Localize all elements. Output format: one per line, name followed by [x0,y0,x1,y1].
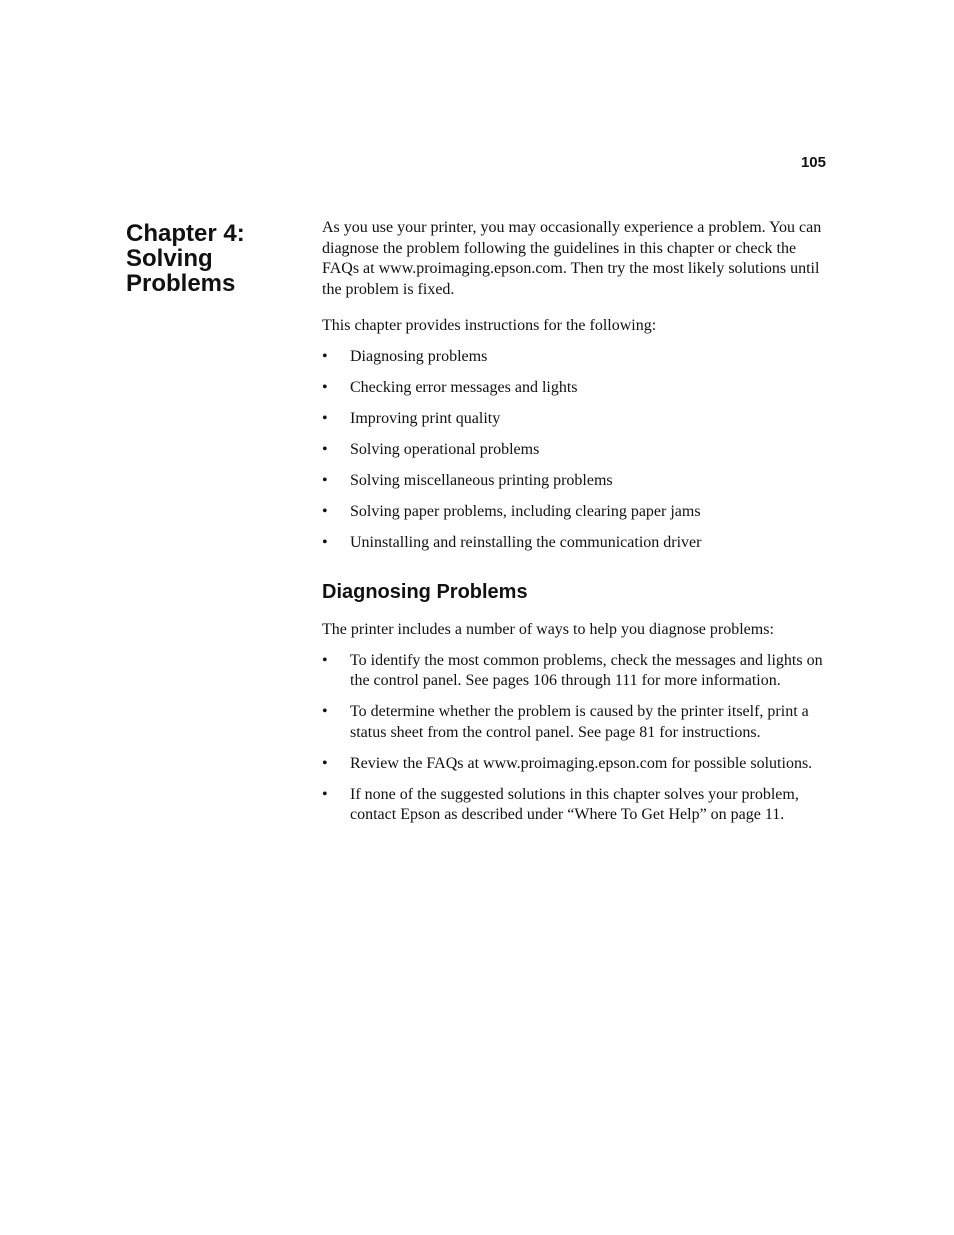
bullet-icon: • [322,502,328,520]
list-item-text: Solving miscellaneous printing problems [350,471,613,489]
list-item [322,702,832,743]
section-heading: Diagnosing Problems [322,581,528,603]
bullet-icon: • [322,651,328,669]
bullet-icon: • [322,533,328,551]
chapter-topics-list [322,347,832,554]
list-item-text: Solving paper problems, including clearing paper jams [350,502,701,520]
list-item [322,409,832,430]
list-item [322,471,832,492]
list-item-text: If none of the suggested solutions in this chapter solves your problem, contact Epson as described under “Where To Get Help” on page 11. [350,785,799,823]
list-item [322,502,832,523]
list-item-text: Review the FAQs at www.proimaging.epson.com for possible solutions. [350,754,813,772]
section-lead: The printer includes a number of ways to help you diagnose problems: [322,621,774,638]
list-item [322,378,832,399]
bullet-icon: • [322,754,328,772]
page-number: 105 [800,154,826,171]
list-item [322,533,832,554]
list-item-text: To determine whether the problem is caused by the printer itself, print a status sheet from the control panel. See page 81 for instructions. [350,703,809,741]
bullet-icon: • [322,378,328,396]
chapter-title-line: Chapter 4: [126,220,245,247]
list-item [322,754,832,775]
list-item-text: To identify the most common problems, check the messages and lights on the control panel. See pages 106 through 111 for more information. [350,651,823,689]
list-item [322,651,832,692]
chapter-title-line: Solving [126,245,213,272]
list-item-text: Improving print quality [350,409,501,427]
bullet-icon: • [322,409,328,427]
intro-paragraph: As you use your printer, you may occasionally experience a problem. You can diagnose the problem following the guidelines in this chapter or check the FAQs at www.proimaging.epson.com. Then try the most likely solutions until the problem is fixed. [322,219,822,298]
bullet-icon: • [322,471,328,489]
chapter-title-line: Problems [126,270,236,297]
list-item-text: Uninstalling and reinstalling the communication driver [350,533,702,551]
diagnosis-list [322,651,832,826]
list-item-text: Checking error messages and lights [350,378,578,396]
main-content [322,218,832,836]
bullet-icon: • [322,785,328,803]
chapter-title [126,221,306,296]
list-lead: This chapter provides instructions for the following: [322,317,657,334]
bullet-icon: • [322,703,328,720]
list-item [322,785,832,826]
bullet-icon: • [322,440,328,458]
list-item-text: Solving operational problems [350,440,540,458]
bullet-icon: • [322,347,328,365]
list-item [322,440,832,461]
list-item-text: Diagnosing problems [350,347,488,365]
list-item [322,347,832,368]
